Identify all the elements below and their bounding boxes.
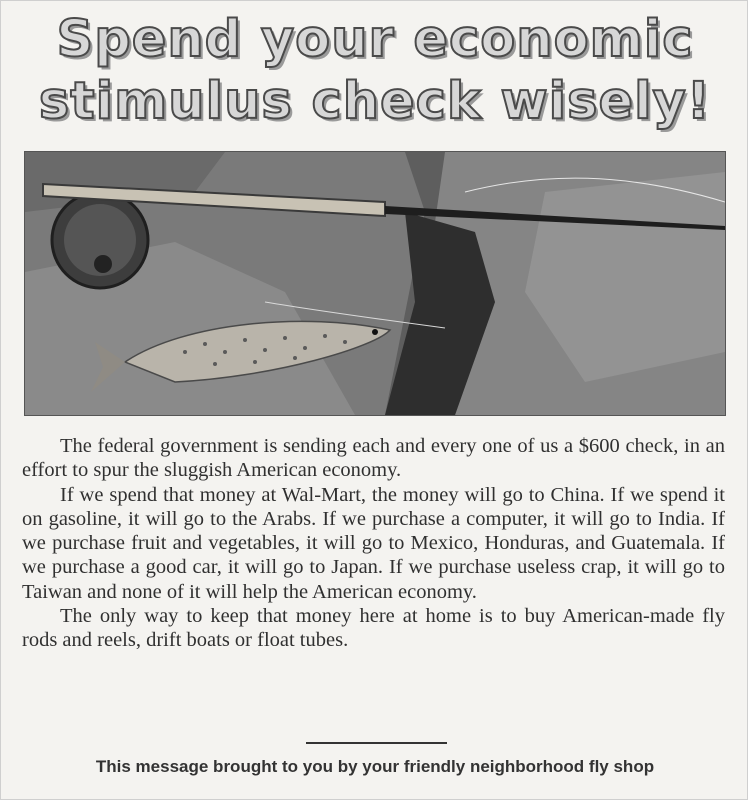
fishing-photo xyxy=(24,151,726,416)
headline xyxy=(1,9,748,133)
fishing-photo-illustration xyxy=(25,152,725,415)
paragraph-1: The federal government is sending each and every one of us a $600 check, in an effort to spur the sluggish American economy. xyxy=(22,435,725,482)
divider-rule xyxy=(306,742,447,744)
paragraph-2: If we spend that money at Wal-Mart, the money will go to China. If we spend it on gasoline, it will go to the Arabs. If we purchase a computer, it will go to India. If we purchase fruit and vegetables, it will go to Mexico, Honduras, and Guatemala. If we purchase a good car, it will go to Japan. If we purchase useless crap, it will go to Taiwan and none of it will help the American economy. xyxy=(22,483,725,603)
headline-line-1: Spend your economic xyxy=(56,10,694,69)
headline-line-2: stimulus check wisely! xyxy=(38,72,712,131)
article-body xyxy=(22,434,725,653)
paragraph-3: The only way to keep that money here at home is to buy American-made fly rods and reels, drift boats or float tubes. xyxy=(22,605,725,652)
footer-message: This message brought to you by your friendly neighborhood fly shop xyxy=(95,757,655,776)
